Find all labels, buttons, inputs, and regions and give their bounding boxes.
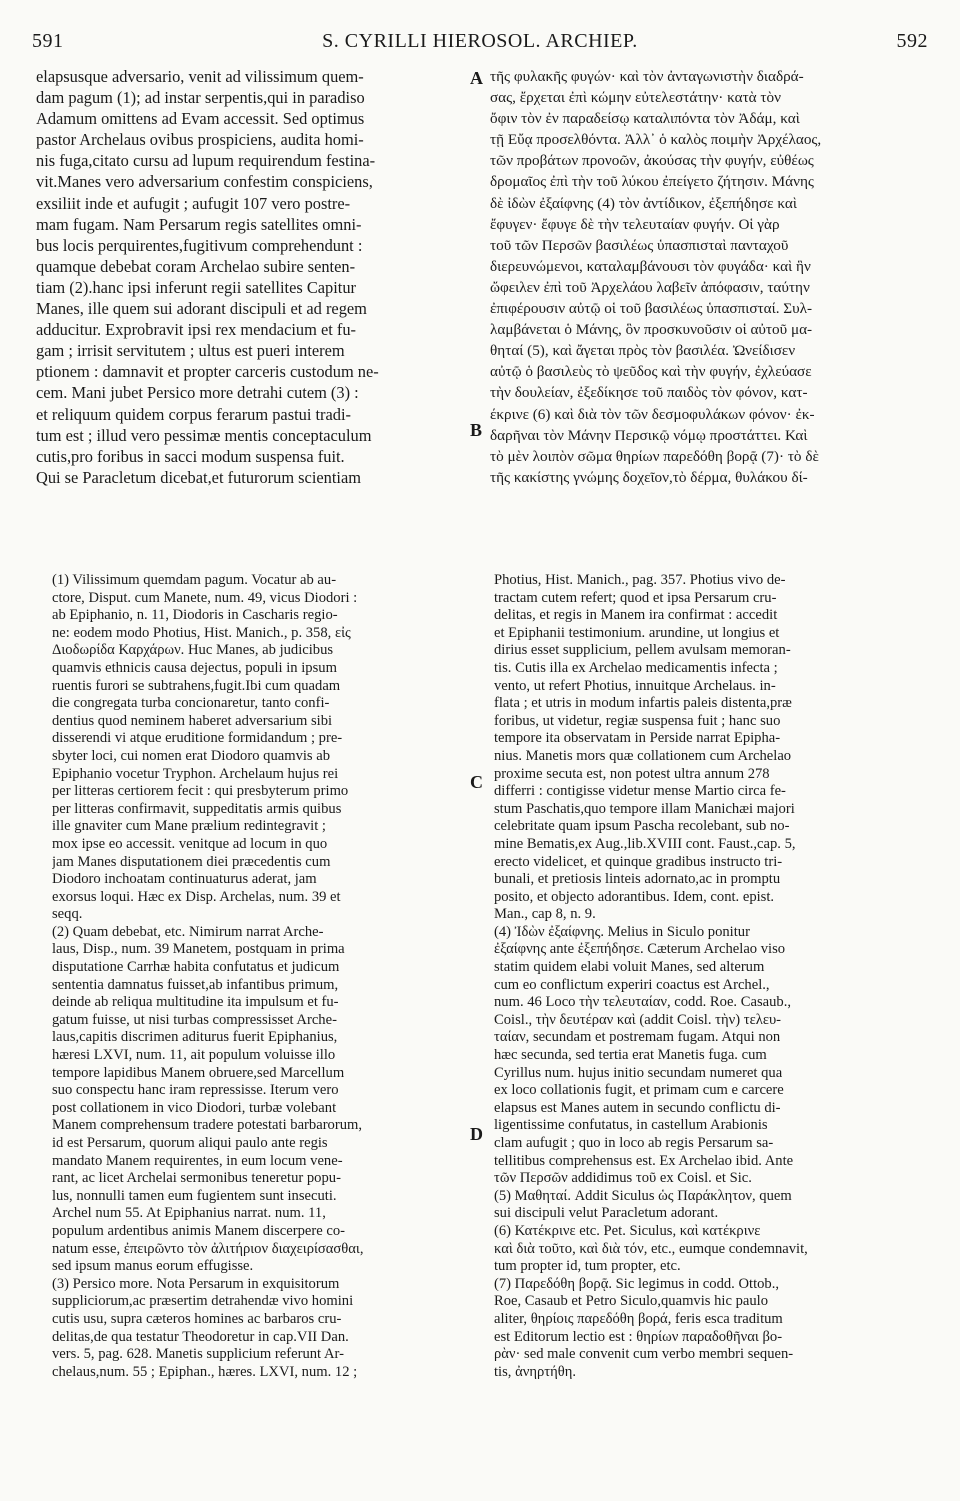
- greek-text-line: σας, ἔρχεται ἐπὶ κώμην εὐτελεστάτην· κατὰ τὸν: [490, 89, 781, 107]
- latin-text-line: bus locis perquirentes,fugitivum comprehendunt :: [36, 235, 363, 255]
- footnote-line: ctore, Disput. cum Manete, num. 49, vicus Diodori :: [52, 589, 358, 606]
- greek-text-line: τῶν προβάτων προνοῶν, ἀκούσας τὴν φυγήν, εὐθέως: [490, 152, 814, 170]
- greek-text-line: τῇ Εὔᾳ προσελθόντα. Ἀλλ᾽ ὁ καλὸς ποιμὴν Ἀρχέλαος,: [490, 131, 822, 149]
- footnote-line: Man., cap 8, n. 9.: [494, 906, 596, 923]
- footnote-line: differri : contigisse videtur mense Martio circa fe-: [494, 783, 786, 800]
- footnote-line: (5) Μαθηταί. Addit Siculus ὡς Παράκλητον, quem: [494, 1187, 792, 1204]
- footnote-line: natum esse, ἐπειρῶντο τὸν ἀλιτήριον διαχειρίσασθαι,: [52, 1240, 364, 1257]
- footnote-line: suo conspectu hanc iram repressisse. Iterum vero: [52, 1082, 339, 1099]
- footnote-line: sed ipsum manus eorum effugisse.: [52, 1258, 254, 1275]
- footnote-line: τῶν Περσῶν addidimus τοῦ ex Coisl. et Sic.: [494, 1170, 752, 1187]
- footnote-line: ex loco collationis fugit, et primam cum e carcere: [494, 1082, 784, 1099]
- footnote-line: exorsus loqui. Hæc ex Disp. Archelas, num. 39 et: [52, 888, 341, 905]
- footnote-line: jam Manes disputationem diei præcedentis cum: [52, 853, 331, 870]
- footnotes-left: [52, 572, 466, 1381]
- footnote-line: Cyrillus num. hujus initio secundam numeret qua: [494, 1064, 783, 1081]
- footnote-line: Διοδωρίδα Καρχάρων. Huc Manes, ab judicibus: [52, 642, 334, 659]
- greek-text-line: τοῦ τῶν Περσῶν βασιλέως ὑπασπισταὶ πανταχοῦ: [490, 236, 789, 254]
- footnote-line: per litteras confirmavit, suppeditatis armis quibus: [52, 800, 342, 817]
- latin-text-line: tiam (2).hanc ipsi inferunt regii satellites Capitur: [36, 277, 356, 297]
- margin-letter-d: D: [470, 1124, 483, 1144]
- greek-text-line: λαμβάνεται ὁ Μάνης, ὃν προσκυνοῦσιν οἱ αὐτοῦ μα-: [490, 321, 813, 339]
- latin-text-line: nis fuga,citato cursu ad lupum requirendum festina-: [36, 151, 376, 171]
- footnote-line: ταίαν, secundam et postremam fugam. Atqui non: [494, 1029, 781, 1046]
- footnote-line: ρὰν· sed male convenit cum verbo membri sequen-: [494, 1346, 794, 1363]
- footnote-line: hæc secunda, sed tertia erat Manetis fuga. cum: [494, 1047, 767, 1064]
- latin-text-line: dam pagum (1); ad instar serpentis,qui in paradiso: [36, 88, 365, 108]
- footnote-line: stum Paschatis,quo tempore illam Manichæi majori: [494, 800, 795, 817]
- latin-text-line: vit.Manes vero adversarium confestim conspiciens,: [36, 172, 373, 192]
- footnote-line: (4) Ἰδὼν ἐξαίφνης. Melius in Siculo ponitur: [494, 923, 750, 940]
- margin-letter-b: B: [470, 420, 483, 440]
- footnote-line: (3) Persico more. Nota Persarum in exquisitorum: [52, 1275, 340, 1292]
- footnote-line: bunali, et pretiosis linteis adornato,ac in promptu: [494, 871, 781, 888]
- footnote-line: sbyter loci, cui nomen erat Diodoro quamvis ab: [52, 747, 331, 764]
- footnote-line: (6) Κατέκρινε etc. Pet. Siculus, καὶ κατέκρινε: [494, 1222, 761, 1239]
- footnote-line: cutis usu, supra cæteros homines ac barbaros cru-: [52, 1310, 342, 1327]
- footnotes-right: [494, 572, 918, 1381]
- footnote-line: est Editorum lectio est : θηρίων παραδοθῆναι βο-: [494, 1328, 783, 1345]
- footnote-line: delitas,de qua testatur Theodoretur in cap.VII Dan.: [52, 1328, 349, 1345]
- footnote-line: post collationem in vico Diodori, turbæ volebant: [52, 1099, 337, 1116]
- greek-text-line: έκρινε (6) καὶ διὰ τὸν τῶν δεσμοφυλάκων φόνον· ἐκ-: [490, 405, 815, 423]
- page-number-right: 592: [896, 30, 928, 52]
- footnote-line: nius. Manetis mors quæ collationem cum Archelao: [494, 747, 792, 764]
- footnote-line: mine Bematis,ex Aug.,lib.XVIII cont. Faust.,cap. 5,: [494, 835, 796, 852]
- footnote-line: id est Persarum, quorum aliqui paulo ante regis: [52, 1135, 328, 1151]
- footnote-line: tum propter id, tum propter, etc.: [494, 1258, 681, 1275]
- footnote-line: ἐξαίφνης ante ἐξεπήδησε. Cæterum Archelao viso: [494, 941, 786, 958]
- footnote-line: ruentis furori se subtrahens,fugit.Ibi cum quadam: [52, 677, 341, 694]
- latin-text-line: Qui se Paracletum dicebat,et futurorum scientiam: [36, 467, 361, 487]
- footnote-line: sui discipuli velut Paracletum adorant.: [494, 1205, 719, 1222]
- latin-text-line: pastor Archelaus ovibus prospiciens, audita homi-: [36, 130, 364, 150]
- footnote-line: Epiphanio vocetur Tryphon. Archelaum hujus rei: [52, 765, 339, 782]
- footnote-line: suppliciorum,ac præsertim detrahendæ vivo homini: [52, 1293, 354, 1310]
- greek-text-line: δρομαῖος ἐπὶ τὴν τοῦ λύκου ἐπείγετο ζήτησιν. Μάνης: [490, 173, 814, 191]
- footnote-line: Archel num 55. At Epiphanius narrat. num. 11,: [52, 1205, 326, 1222]
- latin-text-line: elapsusque adversario, venit ad vilissimum quem-: [36, 67, 364, 86]
- footnote-line: rant, ac licet Archelai sermonibus teneretur popu-: [52, 1170, 341, 1187]
- footnote-line: mandato Manem requirentes, in eum locum vene-: [52, 1152, 343, 1169]
- latin-text-line: quamque debebat coram Archelao subire senten-: [36, 256, 356, 276]
- footnote-line: dentius quod neminem haberet adversarium sibi: [52, 712, 333, 729]
- footnote-line: erecto videlicet, et quinque gradibus instructo tri-: [494, 853, 783, 870]
- footnote-line: tis. Cutis illa ex Archelao medicamentis infecta ;: [494, 659, 778, 676]
- footnote-line: gatum fuisse, ut nisi turbas compressisset Arche-: [52, 1011, 337, 1028]
- footnote-line: et Epiphanii testimonium. arundine, ut longius et: [494, 624, 780, 641]
- footnote-line: (2) Quam debebat, etc. Nimirum narrat Arche-: [52, 923, 324, 940]
- page-header: [32, 30, 928, 58]
- footnote-line: statim quidem elabi voluit Manes, sed alterum: [494, 959, 765, 976]
- latin-text-line: cutis,pro foribus in sacci modum suspensa fuit.: [36, 446, 345, 466]
- greek-text-line: τὴν δουλείαν, ἐξεδίκησε τοῦ παιδὸς τὸν φόνον, κατ-: [490, 384, 808, 402]
- footnote-line: hæresi LXVI, num. 11, ait populum voluisse illo: [52, 1047, 336, 1064]
- footnote-line: Manem comprehensum tradere potestati barbarorum,: [52, 1117, 363, 1134]
- footnote-line: cum eo conflictum experiri coactus est Archel.,: [494, 976, 770, 993]
- footnote-line: vento, ut refert Photius, innuitque Archelaus. in-: [494, 677, 776, 694]
- footnote-line: (7) Παρεδόθη βορᾷ. Sic legimus in codd. Ottob.,: [494, 1275, 780, 1292]
- footnote-line: tis, ἀνηρτήθη.: [494, 1363, 577, 1380]
- greek-text-line: διερευνώμενοι, καταλαμβάνουσι τὸν φυγάδα· καὶ ἣν: [490, 257, 811, 275]
- latin-main-text: [36, 66, 460, 488]
- latin-text-line: Adamum omittens ad Evam accessit. Sed optimus: [36, 109, 365, 129]
- footnote-line: tempore lapidibus Manem obruere,sed Marcellum: [52, 1064, 345, 1081]
- greek-text-line: ἔφυγεν· ἔφυγε δὲ τὴν τελευταίαν φυγήν. Οἱ γὰρ: [490, 215, 780, 233]
- latin-text-line: Manes, ille quem sui adorant discipuli et ad regem: [36, 299, 367, 319]
- footnote-line: elapsus est Manes autem in secundo conflictu di-: [494, 1099, 781, 1116]
- footnote-line: disputatione Carrhæ habita confutatus et judicum: [52, 959, 340, 976]
- footnote-line: flata ; et utris in modum infartis paleis distenta,præ: [494, 695, 792, 712]
- footnote-line: chelaus,num. 55 ; Epiphan., hæres. LXVI, num. 12 ;: [52, 1363, 358, 1380]
- footnote-line: celebritate quam ipsum Pascha recolebant, sub no-: [494, 818, 790, 835]
- footnote-line: mox ipse eo accessit. venitque ad locum in quo: [52, 835, 328, 852]
- footnote-line: deinde ab reliqua multitudine ita impulsum et fu-: [52, 994, 339, 1011]
- footnote-line: Coisl., τὴν δευτέραν καὶ (addit Coisl. τὴν) τελευ-: [494, 1011, 782, 1028]
- footnote-line: quamvis ethnicis causa dejectus, populi in ipsum: [52, 659, 337, 676]
- footnote-line: ne: eodem modo Photius, Hist. Manich., p. 358, εἰς: [52, 624, 351, 641]
- footnote-line: καὶ διὰ τοῦτο, καὶ διὰ τόν, etc., eumque condemnavit,: [494, 1240, 808, 1257]
- footnote-line: Roe, Casaub et Petro Siculo,quamvis hic paulo: [494, 1293, 768, 1310]
- footnote-line: proxime secuta est, non potest ultra annum 278: [494, 765, 770, 782]
- latin-text-line: et reliquum quidem corpus ferarum pastui tradi-: [36, 404, 351, 424]
- footnote-line: Photius, Hist. Manich., pag. 357. Photius vivo de-: [494, 572, 786, 588]
- latin-text-line: mam fugam. Nam Persarum regis satellites omni-: [36, 214, 362, 234]
- footnote-line: die congregata turba concionaretur, tanto confi-: [52, 695, 330, 712]
- footnote-line: tempore ita observatam in Perside narrat Epipha-: [494, 730, 781, 747]
- latin-text-line: exsiliit inde et aufugit ; aufugit 107 vero postre-: [36, 193, 351, 213]
- greek-text-line: δὲ ἰδὼν ἐξαίφνης (4) τὸν ἀντίδικον, ἐξεπήδησε καὶ: [490, 194, 797, 212]
- footnote-line: dirius esset supplicium, pellem avulsam memoran-: [494, 642, 791, 659]
- greek-text-line: αὐτῷ ὁ βασιλεὺς τὸ ψεῦδος καὶ τὴν φυγήν, ἐχλεύασε: [490, 363, 812, 381]
- footnote-line: disserendi vi atque eruditione formidandum ; pre-: [52, 730, 343, 747]
- greek-text-line: τῆς κακίστης γνώμης δοχεῖον,τὸ δέρμα, θυλάκου δί-: [490, 468, 808, 486]
- greek-text-line: ὄφιν τὸν ἐν παραδείσῳ καταλιπόντα τὸν Ἀδάμ, καὶ: [490, 110, 800, 128]
- footnote-line: laus,capitis discrimen aditurus fuerit Epiphanius,: [52, 1029, 338, 1046]
- greek-text-line: δαρῆναι τὸν Μάνην Περσικῷ νόμῳ προστάττει. Καὶ: [490, 426, 808, 444]
- footnote-line: populum ardentibus animis Manem discerpere co-: [52, 1222, 346, 1239]
- greek-text-line: τὸ μὲν λοιπὸν σῶμα θηρίων παρεδόθη βορᾷ (7)· τὸ δὲ: [490, 447, 819, 465]
- footnote-line: ille gnaviter cum Mane prælium redintegravit ;: [52, 818, 326, 835]
- greek-text-line: θηταί (5), καὶ ἄγεται πρὸς τὸν βασιλέα. Ὠνείδισεν: [490, 342, 796, 360]
- greek-main-text: [490, 66, 928, 488]
- footnote-line: clam aufugit ; quo in loco ab regis Persarum sa-: [494, 1135, 774, 1151]
- footnote-line: (1) Vilissimum quemdam pagum. Vocatur ab au-: [52, 572, 337, 588]
- running-title: S. CYRILLI HIEROSOL. ARCHIEP.: [322, 30, 638, 52]
- greek-text-line: ἐπιφέρουσιν αὐτῷ οἱ τοῦ βασιλέως ὑπασπισταί. Συλ-: [490, 300, 813, 318]
- footnote-line: tellitibus comprehensus est. Ex Archelao ibid. Ante: [494, 1152, 794, 1169]
- margin-letter-c: C: [470, 772, 483, 792]
- footnote-line: posito, et objecto adorantibus. Idem, cont. epist.: [494, 888, 775, 905]
- footnote-line: seqq.: [52, 906, 83, 923]
- latin-text-line: adducitur. Exprobravit ipsi rex mendacium et fu-: [36, 320, 356, 340]
- footnote-line: sententia damnatus fuisset,ab infantibus primum,: [52, 976, 339, 993]
- page-number-left: 591: [32, 30, 64, 52]
- footnote-line: foribus, ut videtur, regiæ suspensa fuit ; hanc suo: [494, 712, 781, 729]
- footnote-line: lus, nonnulli tamen eum fugientem sunt insecuti.: [52, 1187, 337, 1204]
- latin-text-line: ptionem : damnavit et propter carceris custodum ne-: [36, 362, 379, 382]
- footnote-line: Diodoro inchoatam continuaturus aderat, jam: [52, 871, 317, 888]
- footnote-line: tractam cutem refert; quod et ipsa Persarum cru-: [494, 589, 777, 606]
- footnote-line: laus, Disp., num. 39 Manetem, postquam in prima: [52, 941, 345, 958]
- greek-text-line: ὤφειλεν ἐπὶ τοῦ Ἀρχελάου λαβεῖν ἀπόφασιν, ταύτην: [490, 278, 810, 296]
- margin-letter-a: A: [470, 68, 483, 88]
- footnote-line: aliter, θηρίοις παρεδόθη βορά, feris esca traditum: [494, 1310, 783, 1327]
- latin-text-line: cem. Mani jubet Persico more detrahi cutem (3) :: [36, 383, 359, 403]
- footnote-line: num. 46 Loco τὴν τελευταίαν, codd. Roe. Casaub.,: [494, 994, 791, 1011]
- greek-text-line: τῆς φυλακῆς φυγών· καὶ τὸν ἀνταγωνιστὴν διαδρά-: [490, 68, 804, 85]
- footnote-line: vers. 5, pag. 628. Manetis supplicium referunt Ar-: [52, 1346, 344, 1363]
- footnote-line: delitas, et regis in Manem ira confirmat : accedit: [494, 607, 778, 624]
- footnote-line: per litteras certiorem fecit : qui presbyterum primo: [52, 783, 349, 800]
- footnote-line: ab Epiphanio, n. 11, Diodoris in Cascharis regio-: [52, 607, 338, 624]
- latin-text-line: gam ; irrisit servitutem ; ultus est pueri interem: [36, 341, 345, 361]
- footnote-line: ligentissime confutatus, in castellum Arabionis: [494, 1117, 768, 1134]
- latin-text-line: tum est ; illud vero pessimæ mentis conceptaculum: [36, 425, 372, 445]
